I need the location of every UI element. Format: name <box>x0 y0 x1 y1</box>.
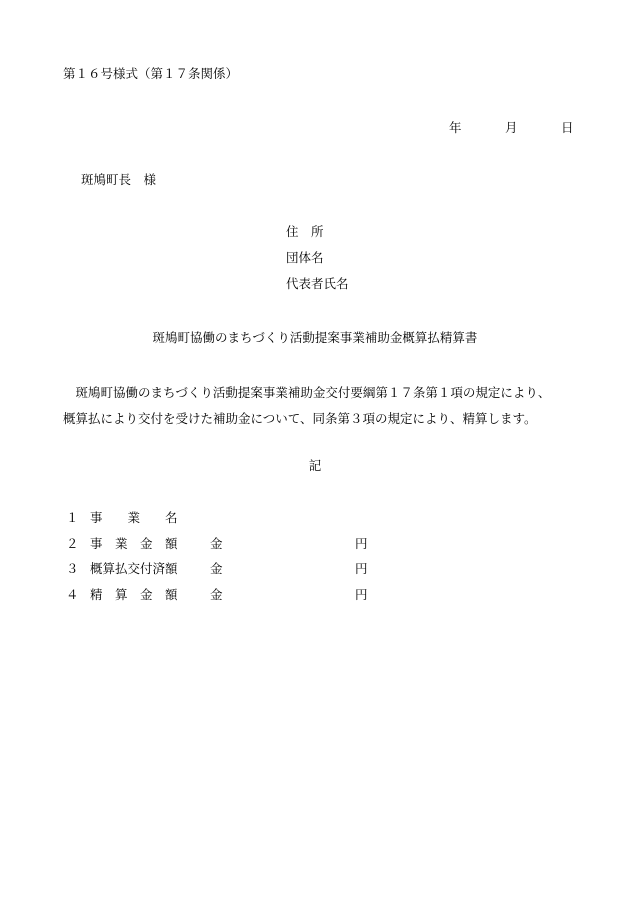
item-number: １ <box>66 510 79 525</box>
item-row <box>66 587 368 603</box>
item-label: 事 業 名 <box>90 510 178 525</box>
ki-heading: 記 <box>308 458 322 473</box>
item-label: 精 算 金 額 <box>90 587 178 602</box>
item-row <box>66 561 368 577</box>
document-title: 斑鳩町協働のまちづくり活動提案事業補助金概算払精算書 <box>152 330 478 345</box>
item-kin: 金 <box>210 587 223 602</box>
date-line <box>449 120 574 136</box>
item-number: ３ <box>66 561 79 576</box>
item-number: ２ <box>66 536 79 551</box>
item-kin: 金 <box>210 561 223 576</box>
item-yen: 円 <box>355 536 368 551</box>
item-row <box>66 536 368 552</box>
body-text <box>63 380 583 432</box>
date-month-label: 月 <box>505 120 518 135</box>
form-number: 第１６号様式（第１７条関係） <box>63 66 239 81</box>
applicant-group-name-label: 団体名 <box>286 250 324 265</box>
body-line-1: 斑鳩町協働のまちづくり活動提案事業補助金交付要綱第１７条第１項の規定により、 <box>75 385 551 400</box>
item-number: ４ <box>66 587 79 602</box>
addressee: 斑鳩町長 様 <box>81 172 157 187</box>
item-label: 概算払交付済額 <box>90 561 178 576</box>
applicant-representative-label: 代表者氏名 <box>286 276 349 291</box>
date-day-label: 日 <box>561 120 574 135</box>
item-row <box>66 510 355 526</box>
date-year-label: 年 <box>449 120 462 135</box>
applicant-address-label: 住 所 <box>286 224 324 239</box>
item-yen: 円 <box>355 561 368 576</box>
item-label: 事 業 金 額 <box>90 536 178 551</box>
item-kin: 金 <box>210 536 223 551</box>
body-line-2: 概算払により交付を受けた補助金について、同条第３項の規定により、精算します。 <box>63 411 537 426</box>
item-yen: 円 <box>355 587 368 602</box>
